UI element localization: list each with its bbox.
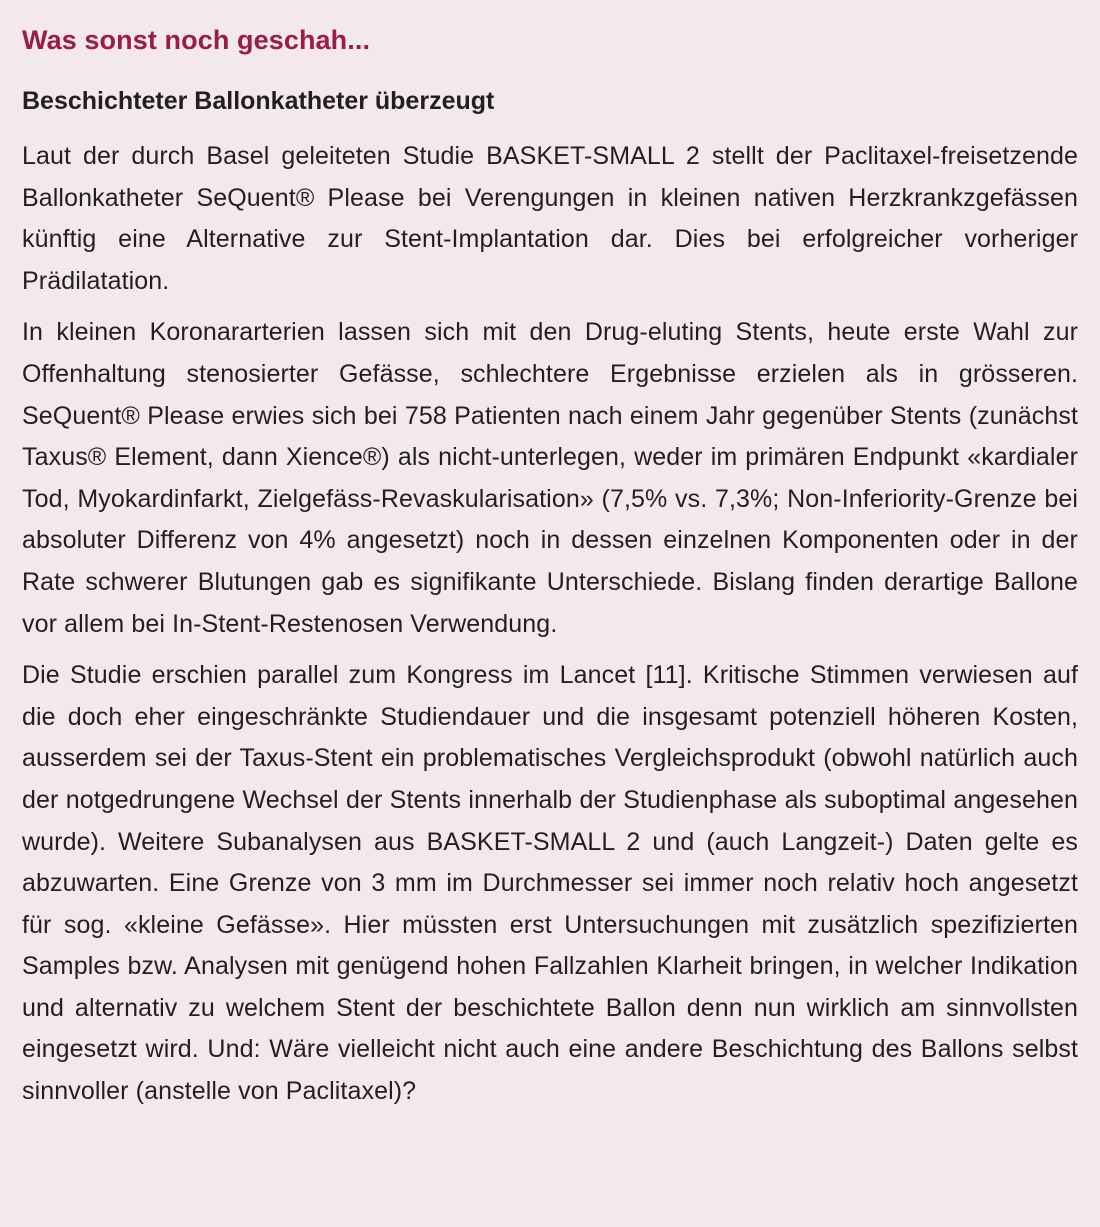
paragraph-3: Die Studie erschien parallel zum Kongress im Lancet [11]. Kritische Stimmen verwiesen auf die doch eher eingeschränkte Studiendauer und die insgesamt potenziell höheren Kosten, ausserdem sei der Taxus-Stent ein problematisches Vergleichsprodukt (obwohl natürlich auch der notgedrungene Wechsel der Stents innerhalb der Studienphase als suboptimal angesehen wurde). Weitere Subanalysen aus BASKET-SMALL 2 und (auch Langzeit-) Daten gelte es abzuwarten. Eine Grenze von 3 mm im Durchmesser sei immer noch relativ hoch angesetzt für sog. «kleine Gefässe». Hier müssten erst Untersuchungen mit zusätzlich spezifizierten Samples bzw. Analysen mit genügend hohen Fallzahlen Klarheit bringen, in welcher Indikation und alternativ zu welchem Stent der beschichtete Ballon denn nun wirklich am sinnvollsten eingesetzt wird. Und: Wäre vielleicht nicht auch eine andere Beschichtung des Ballons selbst sinnvoller (anstelle von Paclitaxel)? — [22, 661, 1078, 1106]
paragraph-1: Laut der durch Basel geleiteten Studie BASKET-SMALL 2 stellt der Paclitaxel-freisetzende Ballonkatheter SeQuent® Please bei Verengungen in kleinen nativen Herzkrankzgefässen künftig eine Alternative zur Stent-Implantation dar. Dies bei erfolgreicher vorheriger Prädilatation. — [22, 142, 1078, 295]
section-kicker: Was sonst noch geschah... — [22, 25, 371, 55]
paragraph-2: In kleinen Koronararterien lassen sich mit den Drug-eluting Stents, heute erste Wahl zur Offenhaltung stenosierter Gefässe, schlechtere Ergebnisse erzielen als in grösseren. SeQuent® Please erwies sich bei 758 Patienten nach einem Jahr gegenüber Stents (zunächst Taxus® Element, dann Xience®) als nicht-unterlegen, weder im primären Endpunkt «kardialer Tod, Myokardinfarkt, Zielgefäss-Revaskularisation» (7,5% vs. 7,3%; Non-Inferiority-Grenze bei absoluter Differenz von 4% angesetzt) noch in dessen einzelnen Komponenten oder in der Rate schwerer Blutungen gab es signifikante Unterschiede. Bislang finden derartige Ballone vor allem bei In-Stent-Restenosen Verwendung. — [22, 318, 1078, 638]
article-headline: Beschichteter Ballonkatheter überzeugt — [22, 87, 495, 115]
